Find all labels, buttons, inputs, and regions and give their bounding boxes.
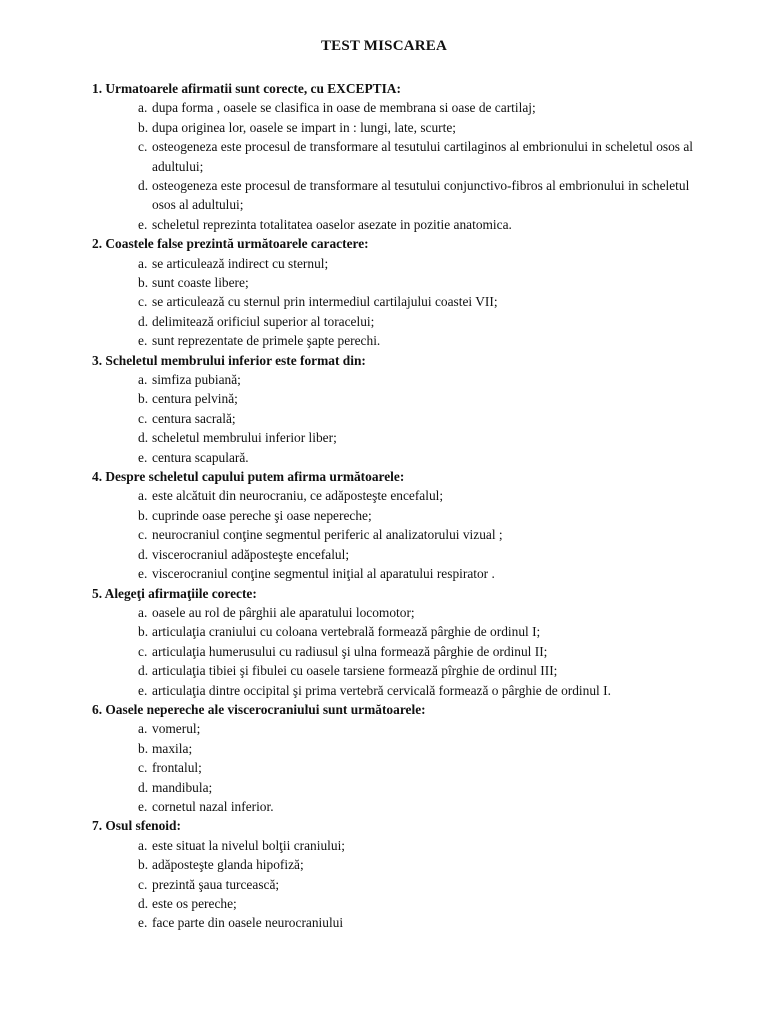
option-text: scheletul membrului inferior liber; [152,430,337,446]
answer-option [92,855,732,874]
option-letter: e. [138,333,148,349]
option-text: se articulează cu sternul prin intermediul cartilajului coastei VII; [152,294,498,310]
answer-option [92,448,732,467]
question-text: 5. Alegeţi afirmaţiile corecte: [92,585,257,601]
answer-option [92,506,732,525]
answer-option [92,370,732,389]
option-text: articulaţia humerusului cu radiusul şi ulna formează pârghie de ordinul II; [152,643,548,659]
option-letter: c. [138,139,148,155]
option-letter: a. [138,837,148,853]
option-letter: c. [138,294,148,310]
question-block-5 [92,584,732,700]
answer-option [92,98,732,117]
option-letter: b. [138,391,149,407]
answer-option [92,331,732,350]
answer-option [92,719,732,738]
question-block-6 [92,700,732,816]
option-letter: b. [138,857,149,873]
answer-option [92,273,732,292]
option-text: cornetul nazal inferior. [152,798,274,814]
option-text: osteogeneza este procesul de transformare al tesutului cartilaginos al embrionului in scheletul osos al adultului; [152,139,694,174]
option-text: sunt coaste libere; [152,275,249,291]
question-block-4 [92,467,732,583]
option-letter: c. [138,527,148,543]
answer-option [92,894,732,913]
option-text: viscerocraniul adăposteşte encefalul; [152,546,350,562]
option-letter: d. [138,546,149,562]
option-letter: e. [138,216,148,232]
question-text: 2. Coastele false prezintă următoarele caractere: [92,236,369,252]
option-text: frontalul; [152,760,202,776]
answer-option [92,836,732,855]
question-list [92,79,732,933]
option-text: vomerul; [152,721,201,737]
option-text: sunt reprezentate de primele şapte perechi. [152,333,381,349]
question-text: 4. Despre scheletul capului putem afirma următoarele: [92,469,405,485]
option-text: oasele au rol de pârghii ale aparatului locomotor; [152,604,415,620]
answer-option [92,797,732,816]
option-text: viscerocraniul conţine segmentul iniţial al aparatului respirator . [152,566,495,582]
answer-option [92,428,732,447]
option-text: articulaţia dintre occipital şi prima vertebră cervicală formează o pârghie de ordinul I. [152,682,611,698]
option-letter: a. [138,100,148,116]
option-letter: a. [138,372,148,388]
option-letter: e. [138,915,148,931]
option-text: scheletul reprezinta totalitatea oaselor asezate in pozitie anatomica. [152,216,512,232]
answer-option [92,312,732,331]
answer-option [92,176,732,215]
option-text: dupa originea lor, oasele se impart in : lungi, late, scurte; [152,119,457,135]
option-letter: c. [138,410,148,426]
option-letter: c. [138,876,148,892]
option-letter: d. [138,313,149,329]
answer-option [92,739,732,758]
option-text: prezintă şaua turcească; [152,876,280,892]
question-text: 6. Oasele nepereche ale viscerocraniului sunt următoarele: [92,701,426,717]
option-text: este situat la nivelul bolţii craniului; [152,837,346,853]
question-text: 7. Osul sfenoid: [92,818,181,834]
answer-option [92,622,732,641]
answer-option [92,642,732,661]
option-letter: e. [138,449,148,465]
option-text: articulaţia tibiei şi fibulei cu oasele tarsiene formează pîrghie de ordinul III; [152,663,558,679]
option-letter: a. [138,604,148,620]
answer-option [92,389,732,408]
option-letter: d. [138,779,149,795]
answer-option [92,545,732,564]
option-text: neurocraniul conţine segmentul periferic al analizatorului vizual ; [152,527,503,543]
option-text: adăposteşte glanda hipofiză; [152,857,304,873]
option-text: mandibula; [152,779,213,795]
answer-option [92,564,732,583]
option-text: articulaţia craniului cu coloana vertebrală formează pârghie de ordinul I; [152,624,541,640]
option-letter: d. [138,430,149,446]
option-text: este os pereche; [152,895,237,911]
option-letter: b. [138,275,149,291]
option-letter: c. [138,643,148,659]
answer-option [92,681,732,700]
option-letter: e. [138,566,148,582]
option-text: se articulează indirect cu sternul; [152,255,329,271]
answer-option [92,603,732,622]
option-letter: b. [138,119,149,135]
option-letter: b. [138,740,149,756]
answer-option [92,758,732,777]
answer-option [92,913,732,932]
option-letter: d. [138,895,149,911]
option-text: centura pelvină; [152,391,238,407]
option-letter: d. [138,663,149,679]
option-letter: a. [138,721,148,737]
answer-option [92,875,732,894]
answer-option [92,137,732,176]
option-text: delimitează orificiul superior al toracelui; [152,313,375,329]
option-letter: b. [138,507,149,523]
option-letter: b. [138,624,149,640]
answer-option [92,661,732,680]
answer-option [92,254,732,273]
option-letter: a. [138,255,148,271]
question-block-2 [92,234,732,350]
answer-option [92,778,732,797]
option-text: simfiza pubiană; [152,372,241,388]
question-block-1 [92,79,732,234]
question-text: 1. Urmatoarele afirmatii sunt corecte, cu EXCEPTIA: [92,81,401,96]
question-block-3 [92,351,732,467]
option-text: maxila; [152,740,193,756]
answer-option [92,292,732,311]
option-letter: d. [138,178,149,194]
option-text: cuprinde oase pereche şi oase nepereche; [152,507,372,523]
option-letter: c. [138,760,148,776]
option-text: dupa forma , oasele se clasifica in oase de membrana si oase de cartilaj; [152,100,536,116]
option-text: centura sacrală; [152,410,236,426]
answer-option [92,215,732,234]
option-text: osteogeneza este procesul de transformare al tesutului conjunctivo-fibros al embrionului in scheletul osos al adultului; [152,178,690,213]
answer-option [92,525,732,544]
option-letter: a. [138,488,148,504]
option-text: este alcătuit din neurocraniu, ce adăposteşte encefalul; [152,488,444,504]
answer-option [92,118,732,137]
option-text: face parte din oasele neurocraniului [152,915,344,931]
option-text: centura scapulară. [152,449,249,465]
option-letter: e. [138,798,148,814]
answer-option [92,486,732,505]
answer-option [92,409,732,428]
option-letter: e. [138,682,148,698]
question-block-7 [92,816,732,932]
page-title: TEST MISCAREA [320,38,448,54]
question-text: 3. Scheletul membrului inferior este format din: [92,352,366,368]
